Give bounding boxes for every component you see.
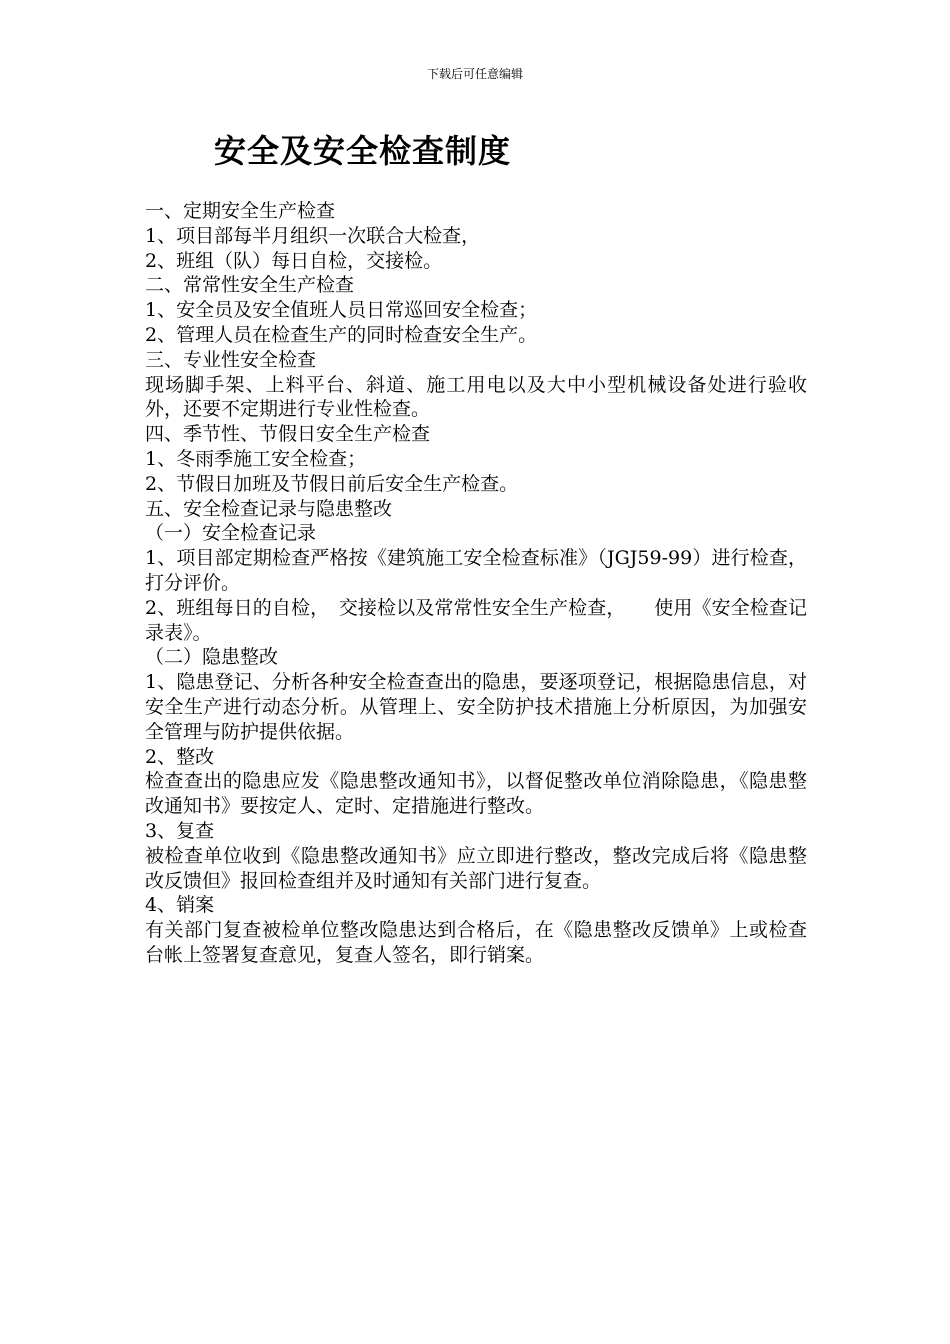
item-heading-close-case: 4、销案 <box>145 894 215 917</box>
body-paragraph: 检查查出的隐患应发《隐患整改通知书》，以督促整改单位消除隐患，《隐患整改通知书》要按定人、定时、定措施进行整改。 <box>145 770 807 818</box>
body-paragraph: 有关部门复查被检单位整改隐患达到合格后，在《隐患整改反馈单》上或检查台帐上签署复查意见，复查人签名，即行销案。 <box>145 919 807 966</box>
section-heading-2: 二、常常性安全生产检查 <box>145 274 355 297</box>
body-paragraph: 现场脚手架、上料平台、斜道、施工用电以及大中小型机械设备处进行验收外，还要不定期进行专业性检查。 <box>145 373 807 421</box>
section-heading-5: 五、安全检查记录与隐患整改 <box>145 497 393 520</box>
item-heading-recheck: 3、复查 <box>145 819 215 842</box>
list-item: 2、节假日加班及节假日前后安全生产检查。 <box>145 472 519 495</box>
list-item: 2、班组（队）每日自检，交接检。 <box>145 249 443 272</box>
body-paragraph: 1、隐患登记、分析各种安全检查查出的隐患，要逐项登记，根据隐患信息，对安全生产进行动态分析。从管理上、安全防护技术措施上分析原因，为加强安全管理与防护提供依据。 <box>145 671 807 743</box>
list-item: 2、管理人员在检查生产的同时检查安全生产。 <box>145 323 538 346</box>
list-item: 1、冬雨季施工安全检查； <box>145 447 367 470</box>
section-heading-4: 四、季节性、节假日安全生产检查 <box>145 423 431 446</box>
page-header-note: 下载后可任意编辑 <box>426 67 523 81</box>
subsection-heading-2: （二）隐患整改 <box>145 646 279 669</box>
item-heading-rectify: 2、整改 <box>145 745 215 768</box>
body-paragraph: 1、项目部定期检查严格按《建筑施工安全检查标准》（JGJ59-99）进行检查，打分评价。 <box>145 547 807 594</box>
section-heading-1: 一、定期安全生产检查 <box>145 200 336 222</box>
body-paragraph: 2、班组每日的自检， 交接检以及常常性安全生产检查， 使用《安全检查记录表》。 <box>145 596 807 644</box>
list-item: 1、安全员及安全值班人员日常巡回安全检查； <box>145 299 538 322</box>
document-title: 安全及安全检查制度 <box>214 132 512 170</box>
section-heading-3: 三、专业性安全检查 <box>145 348 317 371</box>
document-body <box>145 199 807 968</box>
body-paragraph: 被检查单位收到《隐患整改通知书》应立即进行整改，整改完成后将《隐患整改反馈但》报回检查组并及时通知有关部门进行复查。 <box>145 844 807 892</box>
subsection-heading-1: （一）安全检查记录 <box>145 522 317 545</box>
list-item: 1、项目部每半月组织一次联合大检查， <box>145 224 481 247</box>
